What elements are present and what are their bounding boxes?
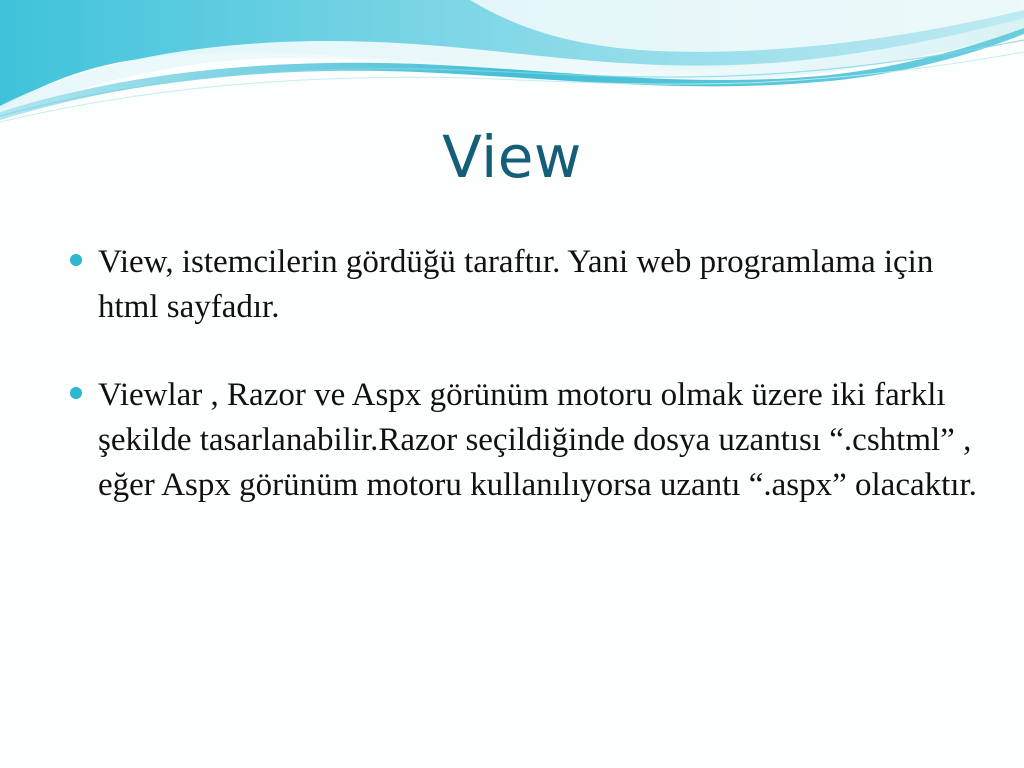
bullet-dot-icon bbox=[70, 254, 82, 266]
bullet-item bbox=[66, 373, 986, 508]
bullet-item bbox=[66, 240, 986, 330]
bullet-text: View, istemcilerin gördüğü taraftır. Yani web programlama için html sayfadır. bbox=[98, 244, 934, 325]
bullet-text: Viewlar , Razor ve Aspx görünüm motoru olmak üzere iki farklı şekilde tasarlanabilir.Razor seçildiğinde dosya uzantısı “.cshtml” , eğer Aspx görünüm motoru kullanılıyorsa uzantı “.aspx” olacaktır. bbox=[98, 377, 977, 503]
header-wave-decoration bbox=[0, 0, 1024, 130]
bullet-list bbox=[66, 240, 986, 551]
bullet-dot-icon bbox=[70, 387, 82, 399]
slide-title: View bbox=[442, 123, 582, 191]
